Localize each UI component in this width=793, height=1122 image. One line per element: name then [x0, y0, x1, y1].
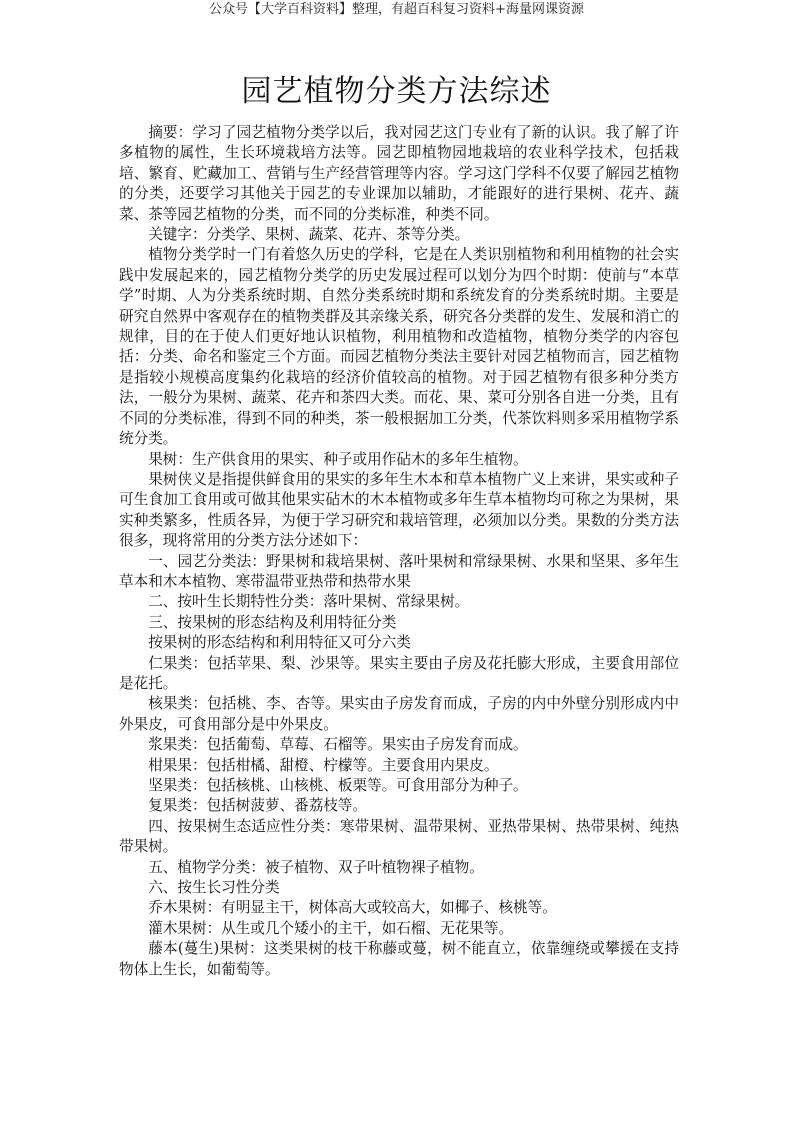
intro-paragraph: 植物分类学时一门有着悠久历史的学科，它是在人类识别植物和利用植物的社会实践中发展起来的，园艺植物分类学的历史发展过程可以划分为四个时期：使前与“本草学”时期、人为分类系统时期、自然分类系统时期和系统发育的分类系统时期。主要是研究自然界中客观存在的植物类群及其亲缘关系，研究各分类群的发生、发展和消亡的规律，目的在于使人们更好地认识植物，利用植物和改造植物，植物分类学的内容包括：分类、命名和鉴定三个方面。而园艺植物分类法主要针对园艺植物而言，园艺植物是指较小规模高度集约化栽培的经济价值较高的植物。对于园艺植物有很多种分类方法，一般分为果树、蔬菜、花卉和茶四大类。而花、果、菜可分别各自进一分类，且有不同的分类标准，得到不同的种类，茶一般根据加工分类，代茶饮料则多采用植物学系统分类。: [119, 246, 679, 448]
list-item: 浆果类：包括葡萄、草莓、石榴等。果实由子房发育而成。: [148, 736, 528, 754]
list-item: 五、植物学分类：被子植物、双子叶植物裸子植物。: [148, 858, 484, 876]
list-item: 灌木果树：从生或几个矮小的主干，如石榴、无花果等。: [148, 919, 514, 937]
list-item: 四、按果树生态适应性分类：寒带果树、温带果树、亚热带果树、热带果树、纯热带果树。: [119, 817, 679, 856]
list-item: 柑果果：包括柑橘、甜橙、柠檬等。主要食用内果皮。: [148, 756, 499, 774]
header-note: 公众号【大学百科资料】整理，有超百科复习资料+海量网课资源: [209, 2, 584, 17]
page-title: 园艺植物分类方法综述: [241, 74, 552, 109]
abstract-paragraph: 摘要：学习了园艺植物分类学以后，我对园艺这门专业有了新的认识。我了解了许多植物的属性，生长环境栽培方法等。园艺即植物园地栽培的农业科学技术，包括栽培、繁育、贮藏加工、营销与生产经营管理等内容。学习这门学科不仅要了解园艺植物的分类，还要学习其他关于园艺的专业课加以辅助，才能跟好的进行果树、花卉、蔬菜、茶等园艺植物的分类，而不同的分类标准，种类不同。: [119, 124, 679, 223]
fruit-tree-description: 果树侠义是指提供鲜食用的果实的多年生木本和草本植物广义上来讲，果实或种子可生食加工食用或可做其他果实砧木的木本植物或多年生草本植物均可称之为果树，果实种类繁多，性质各异，为便于学习研究和栽培管理，必须加以分类。果数的分类方法很多，现将常用的分类方法分述如下：: [119, 470, 679, 550]
list-item: 藤本(蔓生)果树：这类果树的枝干称藤或蔓，树不能直立，依靠缠绕或攀援在支持物体上生长，如葡萄等。: [119, 940, 679, 978]
list-item: 二、按叶生长期特性分类：落叶果树、常绿果树。: [148, 593, 470, 611]
list-item: 仁果类：包括苹果、梨、沙果等。果实主要由子房及花托膨大形成，主要食用部位是花托。: [119, 654, 679, 692]
document-body: [119, 123, 679, 980]
keywords-paragraph: 关键字：分类学、果树、蔬菜、花卉、茶等分类。: [148, 226, 470, 244]
list-item: 六、按生长习性分类: [148, 879, 280, 897]
list-item: 按果树的形态结构和利用特征又可分六类: [148, 634, 411, 652]
list-item: 核果类：包括桃、李、杏等。果实由子房发育而成，子房的内中外壁分别形成内中外果皮，可食用部分是中外果皮。: [119, 695, 679, 733]
list-item: 坚果类：包括核桃、山核桃、板栗等。可食用部分为种子。: [148, 777, 528, 794]
list-item: 乔木果树：有明显主干，树体高大或较高大，如椰子、核桃等。: [148, 899, 557, 917]
list-item: 三、按果树的形态结构及利用特征分类: [148, 613, 397, 631]
fruit-tree-definition: 果树：生产供食用的果实、种子或用作砧木的多年生植物。: [148, 450, 528, 468]
list-item: 一、园艺分类法：野果树和栽培果树、落叶果树和常绿果树、水果和坚果、多年生草本和木本植物、寒带温带亚热带和热带水果: [119, 552, 679, 590]
list-item: 复果类：包括树菠萝、番荔枝等。: [148, 797, 368, 815]
